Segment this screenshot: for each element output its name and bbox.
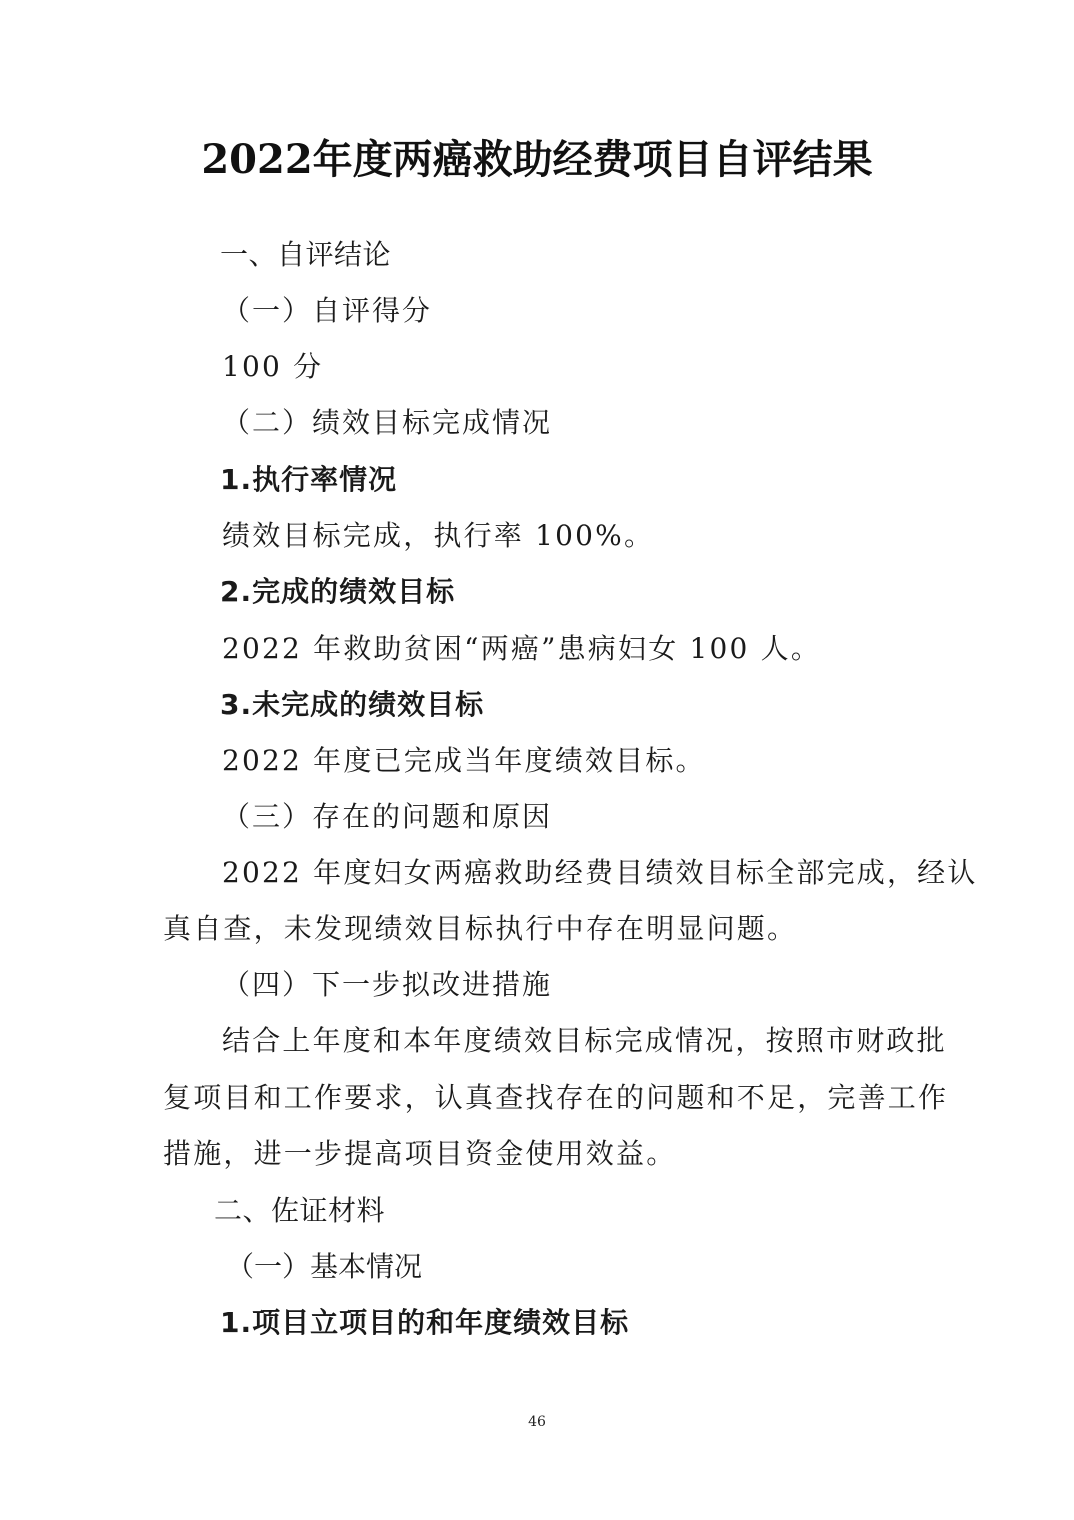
paragraph-problems-line-1: 2022 年度妇女两癌救助经费目绩效目标全部完成，经认	[222, 856, 978, 889]
subsection-heading-basic-info: （一）基本情况	[226, 1250, 423, 1283]
document-title: 2022年度两癌救助经费项目自评结果	[201, 136, 873, 183]
item-heading-project-purpose: 1.项目立项目的和年度绩效目标	[220, 1306, 630, 1339]
subsection-heading-score: （一）自评得分	[222, 294, 433, 327]
item-heading-execution-rate: 1.执行率情况	[220, 463, 398, 496]
paragraph-problems-line-2: 真自查，未发现绩效目标执行中存在明显问题。	[163, 912, 798, 945]
paragraph-next-steps-line-2: 复项目和工作要求，认真查找存在的问题和不足，完善工作	[163, 1081, 949, 1114]
paragraph-next-steps-line-3: 措施，进一步提高项目资金使用效益。	[163, 1137, 677, 1170]
paragraph-completed-goals: 2022 年救助贫困“两癌”患病妇女 100 人。	[222, 632, 822, 665]
subsection-heading-goal-completion: （二）绩效目标完成情况	[222, 406, 553, 439]
paragraph-execution-rate: 绩效目标完成，执行率 100%。	[222, 519, 655, 552]
section-heading-supporting-materials: 二、佐证材料	[214, 1194, 386, 1227]
subsection-heading-next-steps: （四）下一步拟改进措施	[222, 968, 553, 1001]
item-heading-completed-goals: 2.完成的绩效目标	[220, 575, 456, 608]
paragraph-uncompleted-goals: 2022 年度已完成当年度绩效目标。	[222, 744, 706, 777]
page-number: 46	[528, 1414, 546, 1430]
subsection-heading-problems: （三）存在的问题和原因	[222, 800, 553, 833]
paragraph-next-steps-line-1: 结合上年度和本年度绩效目标完成情况，按照市财政批	[222, 1024, 947, 1057]
paragraph-score-value: 100 分	[222, 350, 324, 383]
item-heading-uncompleted-goals: 3.未完成的绩效目标	[220, 688, 485, 721]
section-heading-self-evaluation-conclusion: 一、自评结论	[220, 238, 392, 271]
